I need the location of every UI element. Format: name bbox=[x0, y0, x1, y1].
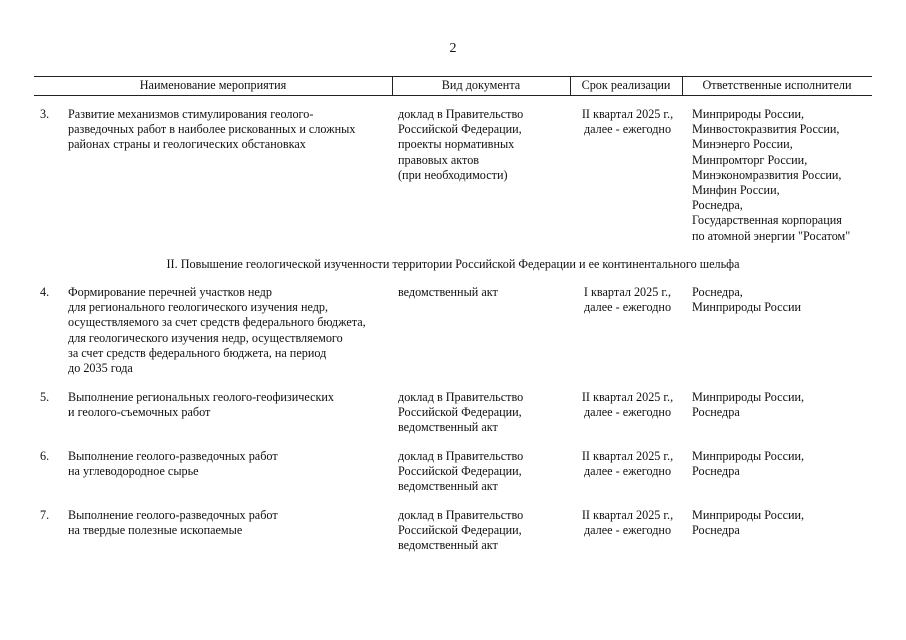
activity-name-line: на углеводородное сырье bbox=[68, 464, 199, 479]
header-responsible: Ответственные исполнители bbox=[702, 78, 852, 92]
responsible-executors-line: Минприроды России, bbox=[692, 390, 805, 404]
activity-name-line: на твердые полезные ископаемые bbox=[68, 523, 243, 538]
activity-name bbox=[68, 390, 388, 420]
implementation-term-line: далее - ежегодно bbox=[583, 464, 672, 479]
activity-name-line: Развитие механизмов стимулирования геолого- bbox=[68, 107, 314, 121]
page-number: 2 bbox=[449, 41, 457, 56]
implementation-term-line: I квартал 2025 г., bbox=[583, 285, 672, 299]
implementation-term bbox=[570, 508, 685, 538]
document-type-line: доклад в Правительство bbox=[398, 508, 524, 522]
responsible-executors-line: Минприроды России, bbox=[692, 508, 805, 522]
header-doc-type: Вид документа bbox=[392, 77, 571, 95]
row-number: 5. bbox=[40, 390, 50, 404]
activity-name bbox=[68, 107, 388, 153]
implementation-term-line: II квартал 2025 г., bbox=[581, 107, 674, 121]
responsible-executors bbox=[692, 285, 870, 315]
document-type-line: доклад в Правительство bbox=[398, 107, 524, 121]
activity-name bbox=[68, 285, 388, 376]
document-type-line: ведомственный акт bbox=[398, 538, 498, 553]
document-type bbox=[398, 107, 558, 183]
responsible-executors-line: Минэкономразвития России, bbox=[692, 167, 842, 182]
document-type bbox=[398, 285, 558, 300]
table-header bbox=[34, 76, 872, 96]
implementation-term-line: II квартал 2025 г., bbox=[581, 508, 674, 522]
activity-name-line: разведочных работ в наиболее рискованных и сложных bbox=[68, 122, 356, 137]
document-type-line: ведомственный акт bbox=[398, 420, 498, 435]
activity-name-line: Выполнение геолого-разведочных работ bbox=[68, 508, 278, 522]
responsible-executors-line: Государственная корпорация bbox=[692, 213, 842, 228]
document-type bbox=[398, 449, 558, 495]
responsible-executors bbox=[692, 508, 870, 538]
header-name: Наименование мероприятия bbox=[34, 77, 393, 95]
responsible-executors-line: Минприроды России, bbox=[692, 449, 805, 463]
row-number: 6. bbox=[40, 449, 50, 463]
responsible-executors-line: Минприроды России bbox=[692, 300, 802, 315]
document-type-line: Российской Федерации, bbox=[398, 405, 522, 420]
implementation-term-line: II квартал 2025 г., bbox=[581, 449, 674, 463]
document-type-line: ведомственный акт bbox=[398, 285, 498, 299]
section-title: II. Повышение геологической изученности территории Российской Федерации и ее континентального шельфа bbox=[166, 257, 740, 271]
activity-name-line: Формирование перечней участков недр bbox=[68, 285, 272, 299]
activity-name-line: до 2035 года bbox=[68, 360, 133, 375]
document-type-line: правовых актов bbox=[398, 152, 480, 167]
implementation-term bbox=[570, 285, 685, 315]
responsible-executors bbox=[692, 390, 870, 420]
activity-name-line: и геолого-съемочных работ bbox=[68, 405, 211, 420]
responsible-executors-line: Минэнерго России, bbox=[692, 137, 793, 152]
responsible-executors bbox=[692, 107, 870, 244]
implementation-term-line: далее - ежегодно bbox=[583, 300, 672, 315]
implementation-term-line: II квартал 2025 г., bbox=[581, 390, 674, 404]
responsible-executors-line: Минфин России, bbox=[692, 182, 780, 197]
responsible-executors-line: Роснедра, bbox=[692, 285, 743, 299]
activity-name-line: за счет средств федерального бюджета, на период bbox=[68, 345, 327, 360]
activity-name-line: для геологического изучения недр, осуществляемого bbox=[68, 330, 343, 345]
activity-name-line: осуществляемого за счет средств федерального бюджета, bbox=[68, 315, 366, 330]
implementation-term bbox=[570, 107, 685, 137]
activity-name-line: районах страны и геологических обстановках bbox=[68, 137, 306, 152]
activity-name bbox=[68, 449, 388, 479]
document-type-line: (при необходимости) bbox=[398, 167, 508, 182]
row-number: 3. bbox=[40, 107, 50, 121]
document-type-line: Российской Федерации, bbox=[398, 122, 522, 137]
responsible-executors-line: Минвостокразвития России, bbox=[692, 122, 840, 137]
responsible-executors-line: по атомной энергии "Росатом" bbox=[692, 228, 851, 243]
implementation-term-line: далее - ежегодно bbox=[583, 523, 672, 538]
responsible-executors-line: Роснедра, bbox=[692, 198, 743, 213]
document-type-line: доклад в Правительство bbox=[398, 449, 524, 463]
implementation-term bbox=[570, 449, 685, 479]
document-type-line: ведомственный акт bbox=[398, 479, 498, 494]
implementation-term-line: далее - ежегодно bbox=[583, 122, 672, 137]
implementation-term bbox=[570, 390, 685, 420]
document-type bbox=[398, 390, 558, 436]
implementation-term-line: далее - ежегодно bbox=[583, 405, 672, 420]
responsible-executors-line: Роснедра bbox=[692, 405, 740, 420]
activity-name bbox=[68, 508, 388, 538]
document-type-line: проекты нормативных bbox=[398, 137, 515, 152]
responsible-executors-line: Роснедра bbox=[692, 523, 740, 538]
activity-name-line: Выполнение геолого-разведочных работ bbox=[68, 449, 278, 463]
document-type bbox=[398, 508, 558, 554]
activity-name-line: Выполнение региональных геолого-геофизических bbox=[68, 390, 335, 404]
row-number: 7. bbox=[40, 508, 50, 522]
activity-name-line: для регионального геологического изучения недр, bbox=[68, 300, 329, 315]
row-number: 4. bbox=[40, 285, 50, 299]
responsible-executors-line: Минприроды России, bbox=[692, 107, 805, 121]
document-type-line: Российской Федерации, bbox=[398, 464, 522, 479]
document-type-line: доклад в Правительство bbox=[398, 390, 524, 404]
responsible-executors bbox=[692, 449, 870, 479]
responsible-executors-line: Минпромторг России, bbox=[692, 152, 808, 167]
header-term: Срок реализации bbox=[570, 77, 683, 95]
document-type-line: Российской Федерации, bbox=[398, 523, 522, 538]
responsible-executors-line: Роснедра bbox=[692, 464, 740, 479]
